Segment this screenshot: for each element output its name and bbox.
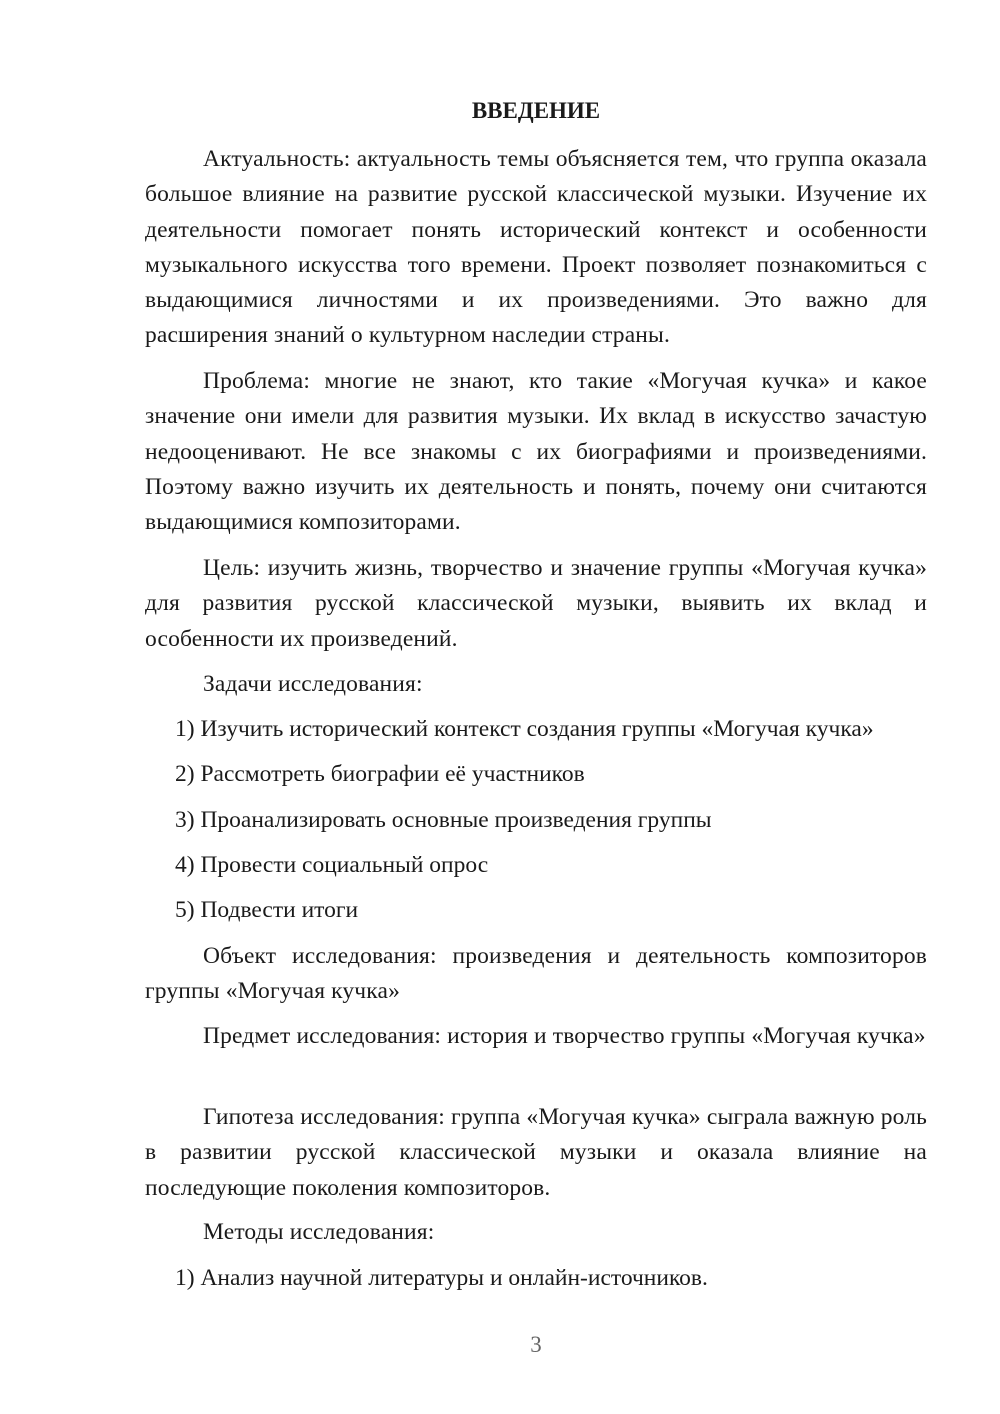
goal-paragraph: Цель: изучить жизнь, творчество и значение группы «Могучая кучка» для развития русской классической музыки, выявить их вклад и особенности их произведений. xyxy=(145,555,927,652)
tasks-heading: Задачи исследования: xyxy=(203,671,423,697)
object-paragraph: Объект исследования: произведения и деятельность композиторов группы «Могучая кучка» xyxy=(145,943,927,1005)
task-item: 4) Провести социальный опрос xyxy=(175,852,489,878)
subject-paragraph: Предмет исследования: история и творчество группы «Могучая кучка» xyxy=(203,1023,926,1049)
method-item: 1) Анализ научной литературы и онлайн-источников. xyxy=(175,1265,708,1291)
relevance-paragraph: Актуальность: актуальность темы объясняется тем, что группа оказала большое влияние на развитие русской классической музыки. Изучение их деятельности помогает понять исторический контекст и особенности музыкального искусства того времени. Проект позволяет познакомиться с выдающимися личностями и их произведениями. Это важно для расширения знаний о культурном наследии страны. xyxy=(145,146,927,349)
section-title: ВВЕДЕНИЕ xyxy=(471,98,601,123)
task-item: 5) Подвести итоги xyxy=(175,897,359,923)
task-item: 1) Изучить исторический контекст создания группы «Могучая кучка» xyxy=(175,716,874,742)
task-item: 2) Рассмотреть биографии её участников xyxy=(175,761,585,787)
hypothesis-paragraph: Гипотеза исследования: группа «Могучая кучка» сыграла важную роль в развитии русской классической музыки и оказала влияние на последующие поколения композиторов. xyxy=(145,1104,927,1201)
methods-heading: Методы исследования: xyxy=(203,1219,435,1245)
task-item: 3) Проанализировать основные произведения группы xyxy=(175,807,712,833)
page-number: 3 xyxy=(530,1332,542,1357)
problem-paragraph: Проблема: многие не знают, кто такие «Могучая кучка» и какое значение они имели для развития музыки. Их вклад в искусство зачастую недооценивают. Не все знакомы с их биографиями и произведениями. Поэтому важно изучить их деятельность и понять, почему они считаются выдающимися композиторами. xyxy=(145,368,927,536)
